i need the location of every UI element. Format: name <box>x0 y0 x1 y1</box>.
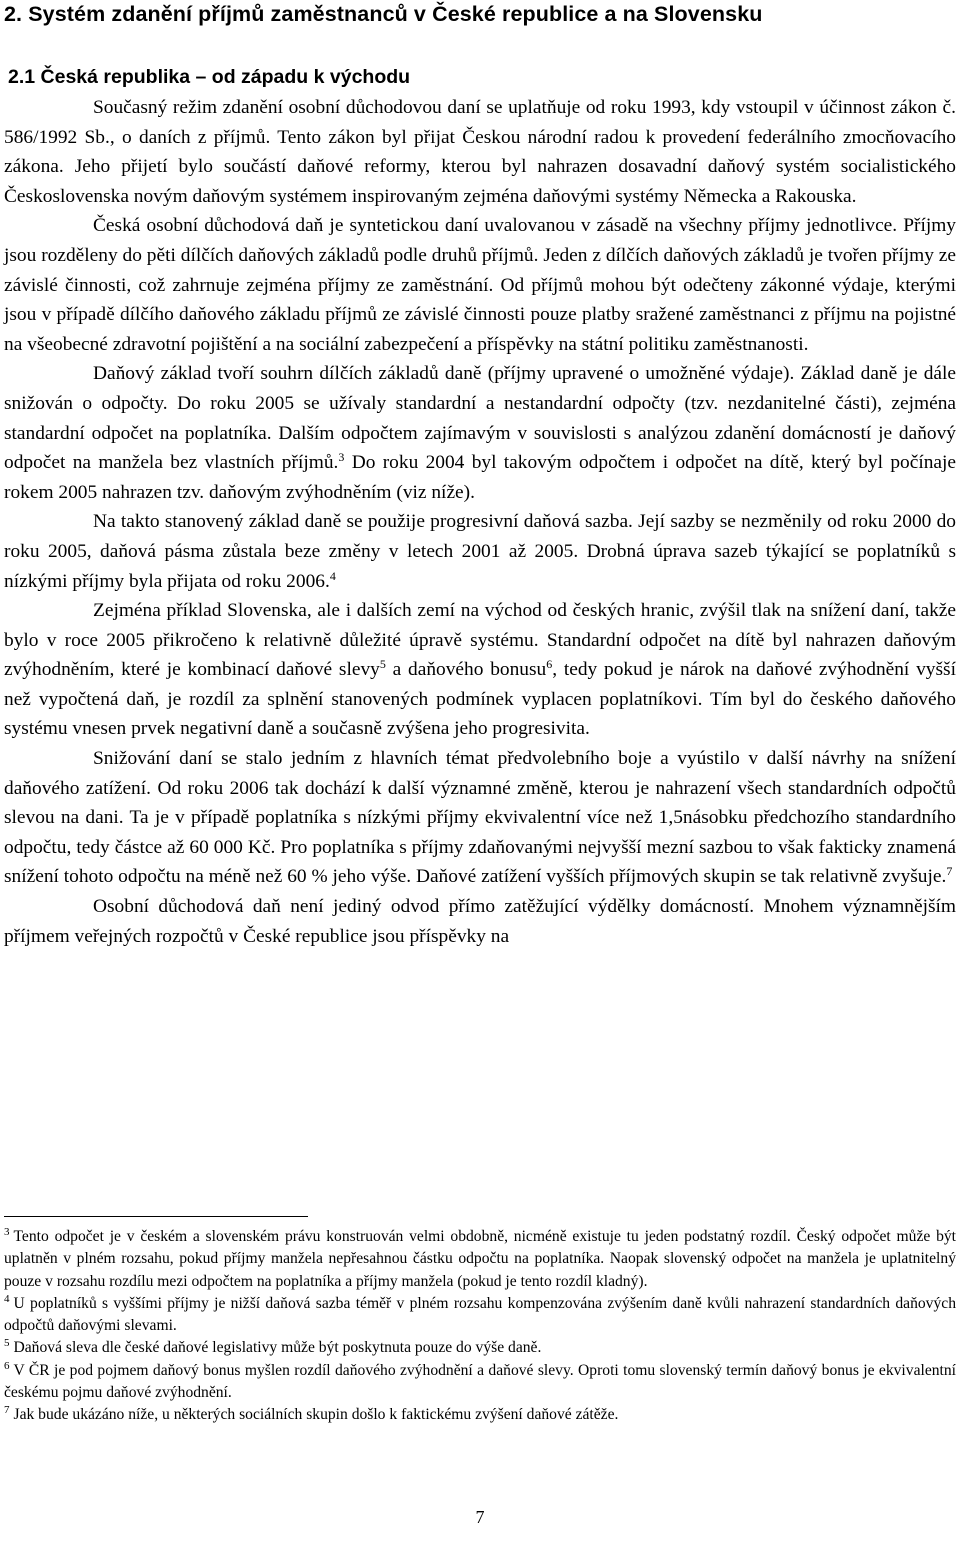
page-number: 7 <box>475 1507 485 1527</box>
paragraph-text: Na takto stanovený základ daně se použije progresivní daňová sazba. Její sazby se nezměnily od roku 2000 do roku 2005, daňová pásma zůstala beze změny v letech 2001 až 2005. Drobná úprava sazeb týkající se poplatníků s nízkými příjmy byla přijata od roku 2006. <box>4 511 956 592</box>
footnote-ref-6[interactable]: 6 <box>546 657 553 672</box>
paragraph-text: Daňový základ tvoří souhrn dílčích základů daně (příjmy upravené o umožněné výdaje). Základ daně je dále snižován o odpočty. Do roku 2005 se užívaly standardní a nestandardní odpočty (tzv. nezdanitelné části), zejména standardní odpočet na poplatníka. Dalším odpočtem zajímavým v souvislosti s analýzou zdanění domácností je daňový odpočet na manžela bez vlastních příjmů. <box>4 363 956 474</box>
paragraph-6 <box>4 744 956 892</box>
paragraph-text: Současný režim zdanění osobní důchodovou daní se uplatňuje od roku 1993, kdy vstoupil v účinnost zákon č. 586/1992 Sb., o daních z příjmů. Tento zákon byl přijat Českou národní radou k provedení federálního zmocňovacího zákona. Jeho přijetí bylo součástí daňové reformy, kterou byl nahrazen dosavadní daňový systém socialistického Československa novým daňovým systémem inspirovaným zejména daňovými systémy Německa a Rakouska. <box>4 97 956 207</box>
footnote-text: U poplatníků s vyššími příjmy je nižší daňová sazba téměř v plném rozsahu kompenzována zvýšením daně kvůli nahrazení standardních daňových odpočtů daňovými slevami. <box>4 1294 956 1335</box>
paragraph-7 <box>4 892 956 951</box>
footnote-ref-5[interactable]: 5 <box>379 657 386 672</box>
paragraph-3 <box>4 359 956 507</box>
paragraph-text: a daňového bonusu <box>385 659 547 681</box>
footnote-number: 6 <box>4 1359 10 1372</box>
footnote-number: 3 <box>4 1226 10 1238</box>
paragraph-text: Do roku 2004 byl takovým odpočtem i odpočet na dítě, který byl počínaje rokem 2005 nahrazen tzv. daňovým zvýhodněním (viz níže). <box>4 452 957 503</box>
body-text <box>4 93 956 951</box>
paragraph-1 <box>4 93 956 211</box>
footnote-ref-4[interactable]: 4 <box>329 568 336 583</box>
footnote-text: Daňová sleva dle české daňové legislativy může být poskytnuta pouze do výše daně. <box>13 1339 542 1357</box>
paragraph-text: Česká osobní důchodová daň je syntetickou daní uvalovanou v zásadě na všechny příjmy jednotlivce. Příjmy jsou rozděleny do pěti dílčích daňových základů podle druhů příjmů. Jeden z dílčích daňových základů je tvořen příjmy ze závislé činnosti, což zahrnuje zejména příjmy ze zaměstnání. Od příjmů mohou být odečteny zákonné výdaje, kterými jsou v případě dílčího daňového základu příjmů ze závislé činnosti pouze platby sražené zaměstnanci z příjmu na pojistné na všeobecné zdravotní pojištění a na sociální zabezpečení a příspěvky na státní politiku zaměstnanosti. <box>4 215 956 355</box>
footnote-number: 5 <box>4 1337 10 1350</box>
footnote-text: Tento odpočet je v českém a slovenském právu konstruován velmi obdobně, nicméně existuje tu jeden podstatný rozdíl. Český odpočet může být uplatněn v plném rozsahu, pokud příjmy manžela nepřesahnou částku odpočtu na poplatníka. Naopak slovenský odpočet na manžela je uplatnitelný pouze v rozsahu rozdílu mezi odpočtem na poplatníka a příjmy manžela (pokud je tento rozdíl kladný). <box>4 1228 956 1290</box>
footnote-ref-3[interactable]: 3 <box>338 450 345 465</box>
footnote-text: Jak bude ukázáno níže, u některých sociálních skupin došlo k faktickému zvýšení daňové zátěže. <box>13 1406 619 1424</box>
paragraph-text: , tedy pokud je nárok na daňové zvýhodnění vyšší než vypočtená daň, je rozdíl za splnění stanovených podmínek vyplacen poplatníkovi. Tím byl do českého daňového systému vnesen prvek negativní daně a současně zvýšena jeho progresivita. <box>4 659 956 740</box>
footnote-5 <box>4 1337 956 1359</box>
footnote-3 <box>4 1226 956 1293</box>
footnote-ref-7[interactable]: 7 <box>946 864 953 879</box>
paragraph-2 <box>4 211 956 359</box>
footnotes <box>4 1226 956 1427</box>
paragraph-text: Zejména příklad Slovenska, ale i dalších zemí na východ od českých hranic, zvýšil tlak na snížení daní, takže bylo v roce 2005 přikročeno k relativně důležité úpravě systému. Standardní odpočet na dítě byl nahrazen daňovým zvýhodněním, které je kombinací daňové slevy <box>4 600 956 681</box>
chapter-title: 2. Systém zdanění příjmů zaměstnanců v České republice a na Slovensku <box>4 2 763 26</box>
paragraph-5 <box>4 596 956 744</box>
footnote-4 <box>4 1293 956 1338</box>
footnote-number: 7 <box>4 1404 10 1417</box>
footnote-text: V ČR je pod pojmem daňový bonus myšlen rozdíl daňového zvýhodnění a daňové slevy. Oproti tomu slovenský termín daňový bonus je ekvivalentní českému pojmu daňové zvýhodnění. <box>4 1361 956 1402</box>
section-title: 2.1 Česká republika – od západu k východu <box>8 66 411 88</box>
paragraph-text: Snižování daní se stalo jedním z hlavních témat předvolebního boje a vyústilo v další návrhy na snížení daňového zatížení. Od roku 2006 tak dochází k další významné změně, kterou je nahrazení všech standardních odpočtů slevou na dani. Ta je v případě poplatníka s nízkými příjmy ekvivalentní více než 1,5násobku předchozího standardního odpočtu, tedy částce až 60 000 Kč. Pro poplatníka s příjmy zdaňovanými nejvyšší mezní sazbou to však fakticky znamená snížení tohoto odpočtu na méně než 60 % jeho výše. Daňové zatížení vyšších příjmových skupin se tak relativně zvyšuje. <box>4 748 956 888</box>
paragraph-text: Osobní důchodová daň není jediný odvod přímo zatěžující výdělky domácností. Mnohem významnějším příjmem veřejných rozpočtů v České republice jsou příspěvky na <box>4 896 956 947</box>
footnote-7 <box>4 1404 956 1426</box>
footnote-6 <box>4 1360 956 1405</box>
paragraph-4 <box>4 507 956 596</box>
footnote-number: 4 <box>4 1292 10 1305</box>
footnote-divider <box>4 1216 308 1217</box>
